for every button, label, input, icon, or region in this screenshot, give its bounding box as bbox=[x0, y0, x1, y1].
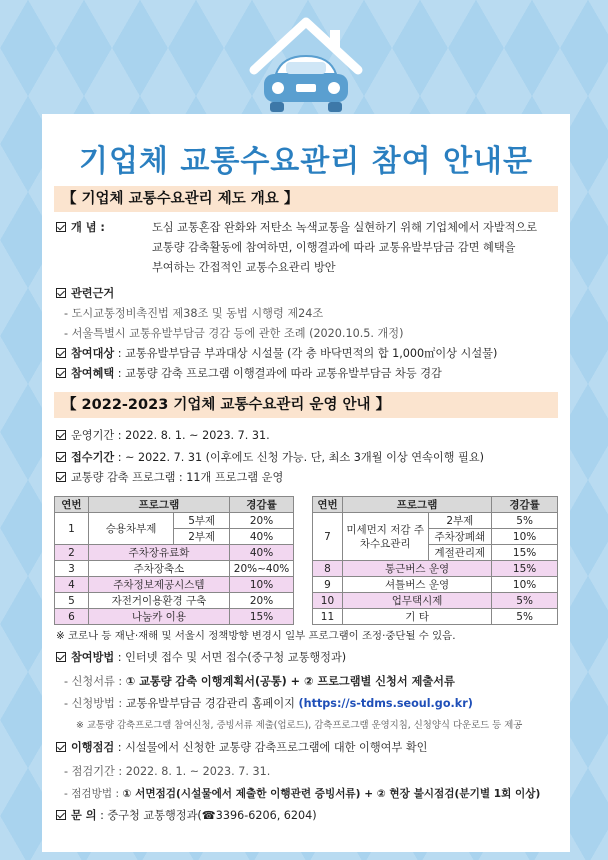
way-note: ※ 교통량 감축프로그램 참여신청, 증빙서류 제출(업로드), 감축프로그램 운영지침, 신청양식 다운로드 등 제공 bbox=[76, 720, 523, 731]
target-row: 참여대상 : 교통유발부담금 부과대상 시설물 (각 층 바닥면적의 합 1,000㎡이상 시설물) bbox=[56, 346, 497, 362]
benefit-row: 참여혜택 : 교통량 감축 프로그램 이행결과에 따라 교통유발부담금 차등 경감 bbox=[56, 366, 442, 382]
table-row: 주차장폐쇄 10% bbox=[313, 529, 558, 545]
table-note: ※ 코로나 등 재난·재해 및 서울시 정책방향 변경시 일부 프로그램이 조정·중단될 수 있음. bbox=[56, 630, 456, 642]
col-header-rate: 경감률 bbox=[492, 497, 558, 513]
docs-row: - 신청서류 : ① 교통량 감축 이행계획서(공통) + ② 프로그램별 신청서 제출서류 bbox=[64, 675, 455, 688]
table-row: 9 셔틀버스 운영 10% bbox=[313, 577, 558, 593]
concept-line-2: 교통량 감축활동에 참여하면, 이행결과에 따라 교통유발부담금 감면 혜택을 bbox=[152, 241, 516, 254]
checkbox-icon bbox=[56, 430, 66, 440]
table-row: 6 나눔카 이용 15% bbox=[55, 609, 294, 625]
col-header-no: 연번 bbox=[313, 497, 343, 513]
page-title: 기업체 교통수요관리 참여 안내문 bbox=[78, 144, 534, 179]
notice-paper bbox=[42, 114, 570, 852]
table-row: 7 미세먼지 저감 주차수요관리 2부제 5% bbox=[313, 513, 558, 529]
checkbox-icon bbox=[56, 742, 66, 752]
basis-item-1: - 도시교통정비촉진법 제38조 및 동법 시행령 제24조 bbox=[64, 307, 324, 320]
col-header-program: 프로그램 bbox=[342, 497, 491, 513]
table-row: 1 승용차부제 5부제 20% bbox=[55, 513, 294, 529]
basis-item-2: - 서울특별시 교통유발부담금 경감 등에 관한 조례 (2020.10.5. 개정) bbox=[64, 327, 404, 340]
table-row: 계절관리제 15% bbox=[313, 545, 558, 561]
section2-heading: 【 2022-2023 기업체 교통수요관리 운영 안내 】 bbox=[54, 392, 558, 418]
concept-row: 개 념 : bbox=[56, 220, 105, 236]
table-row: 8 통근버스 운영 15% bbox=[313, 561, 558, 577]
table-row: 3 주차장축소 20%~40% bbox=[55, 561, 294, 577]
period-row: 운영기간 : 2022. 8. 1. ~ 2023. 7. 31. bbox=[56, 428, 270, 444]
checkbox-icon bbox=[56, 472, 66, 482]
contact-row: 문 의 : 중구청 교통행정과(☎3396-6206, 6204) bbox=[56, 808, 317, 824]
checkbox-icon bbox=[56, 288, 66, 298]
concept-line-1: 도심 교통혼잡 완화와 저탄소 녹색교통을 실현하기 위해 기업체에서 자발적으로 bbox=[152, 221, 538, 234]
checkbox-icon bbox=[56, 452, 66, 462]
table-row: 5 자전거이용환경 구축 20% bbox=[55, 593, 294, 609]
table-row: 10 업무택시제 5% bbox=[313, 593, 558, 609]
check-period: - 점검기간 : 2022. 8. 1. ~ 2023. 7. 31. bbox=[64, 765, 271, 778]
col-header-rate: 경감률 bbox=[230, 497, 294, 513]
section1-heading: 【 기업체 교통수요관리 제도 개요 】 bbox=[54, 186, 558, 212]
programs-row: 교통량 감축 프로그램 : 11개 프로그램 운영 bbox=[56, 470, 283, 486]
checkbox-icon bbox=[56, 222, 66, 232]
check-row: 이행점검 : 시설물에서 신청한 교통량 감축프로그램에 대한 이행여부 확인 bbox=[56, 740, 427, 756]
method-row: 참여방법 : 인터넷 접수 및 서면 접수(중구청 교통행정과) bbox=[56, 650, 346, 666]
program-table-right bbox=[312, 496, 558, 625]
col-header-program: 프로그램 bbox=[88, 497, 229, 513]
program-table-left bbox=[54, 496, 294, 625]
checkbox-icon bbox=[56, 368, 66, 378]
col-header-no: 연번 bbox=[55, 497, 89, 513]
table-row: 2부제 40% bbox=[55, 529, 294, 545]
checkbox-icon bbox=[56, 652, 66, 662]
car-house-illustration bbox=[246, 12, 366, 122]
table-row: 2 주차장유료화 40% bbox=[55, 545, 294, 561]
table-row: 4 주차정보제공시스템 10% bbox=[55, 577, 294, 593]
apply-row: 접수기간 : ~ 2022. 7. 31 (이후에도 신청 가능. 단, 최소 3개월 이상 연속이행 필요) bbox=[56, 450, 484, 466]
checkbox-icon bbox=[56, 348, 66, 358]
way-row: - 신청방법 : 교통유발부담금 경감관리 홈페이지 (https://s-tdms.seoul.go.kr) bbox=[64, 697, 473, 710]
checkbox-icon bbox=[56, 810, 66, 820]
concept-line-3: 부여하는 간접적인 교통수요관리 방안 bbox=[152, 261, 336, 274]
basis-label: 관련근거 bbox=[56, 286, 114, 302]
table-row: 11 기 타 5% bbox=[313, 609, 558, 625]
check-way-row: - 점검방법 : ① 서면점검(시설물에서 제출한 이행관련 증빙서류) + ② 현장 불시점검(분기별 1회 이상) bbox=[64, 788, 541, 800]
homepage-link[interactable]: (https://s-tdms.seoul.go.kr) bbox=[298, 697, 473, 710]
